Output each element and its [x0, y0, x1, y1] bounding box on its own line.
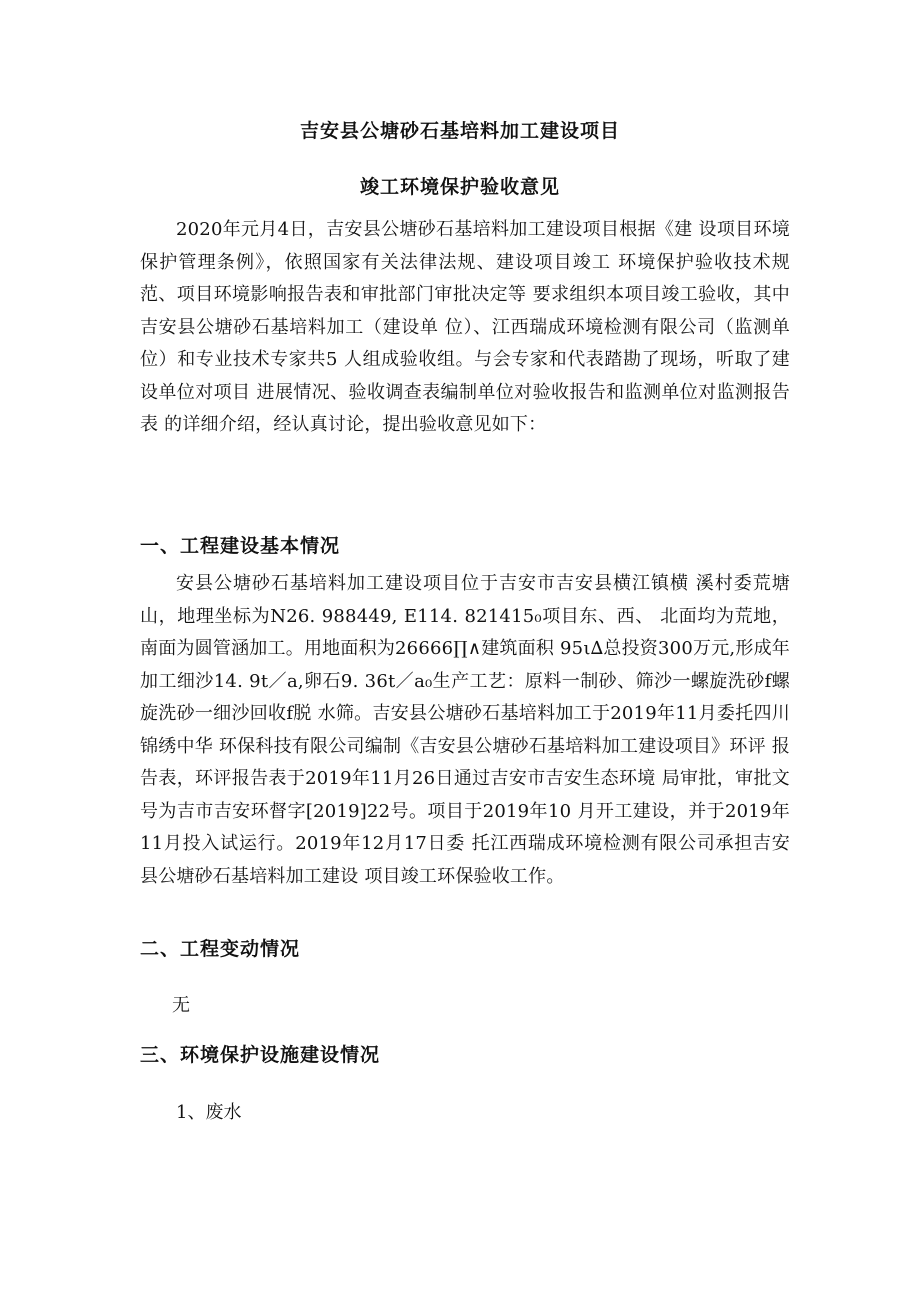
- intro-paragraph: 2020年元月4日，吉安县公塘砂石基培料加工建设项目根据《建 设项目环境保护管理条例》，依照国家有关法律法规、建设项目竣工 环境保护验收技术规范、项目环境影响报告表和审批部门审批决定等 要求组织本项目竣工验收，其中吉安县公塘砂石基培料加工（建设单 位）、江西瑞成环境检测有限公司（监测单位）和专业技术专家共5 人组成验收组。与会专家和代表踏勘了现场，听取了建设单位对项目 进展情况、验收调查表编制单位对验收报告和监测单位对监测报告表 的详细介绍，经认真讨论，提出验收意见如下：: [140, 219, 790, 435]
- section-heading-changes: 二、工程变动情况: [140, 938, 301, 960]
- section-changes-text: 无: [172, 995, 190, 1016]
- document-title: 吉安县公塘砂石基培料加工建设项目: [299, 120, 620, 142]
- document-subtitle: 竣工环境保护验收意见: [359, 176, 560, 198]
- section-heading-basic-info: 一、工程建设基本情况: [140, 535, 341, 557]
- section-basic-info-paragraph: 安县公塘砂石基培料加工建设项目位于吉安市吉安县横江镇横 溪村委荒塘山，地理坐标为N26. 988449, E114. 821415₀项目东、西、 北面均为荒地，南面为圆管涵加工。用地面积为26666∏∧建筑面积 95ι∆总投资300万元,形成年加工细沙14. 9t／a,卵石9. 36t／a₀生产工艺：原料一制砂、筛沙一螺旋洗砂f螺旋洗砂一细沙回收f脱 水筛。吉安县公塘砂石基培料加工于2019年11月委托四川锦绣中华 环保科技有限公司编制《吉安县公塘砂石基培料加工建设项目》环评 报告表，环评报告表于2019年11月26日通过吉安市吉安生态环境 局审批，审批文号为吉市吉安环督字[2019]22号。项目于2019年10 月开工建设，并于2019年11月投入试运行。2019年12月17日委 托江西瑞成环境检测有限公司承担吉安县公塘砂石基培料加工建设 项目竣工环保验收工作。: [140, 573, 790, 887]
- subsection-wastewater: 1、废水: [176, 1102, 242, 1123]
- section-heading-facilities: 三、环境保护设施建设情况: [140, 1044, 381, 1066]
